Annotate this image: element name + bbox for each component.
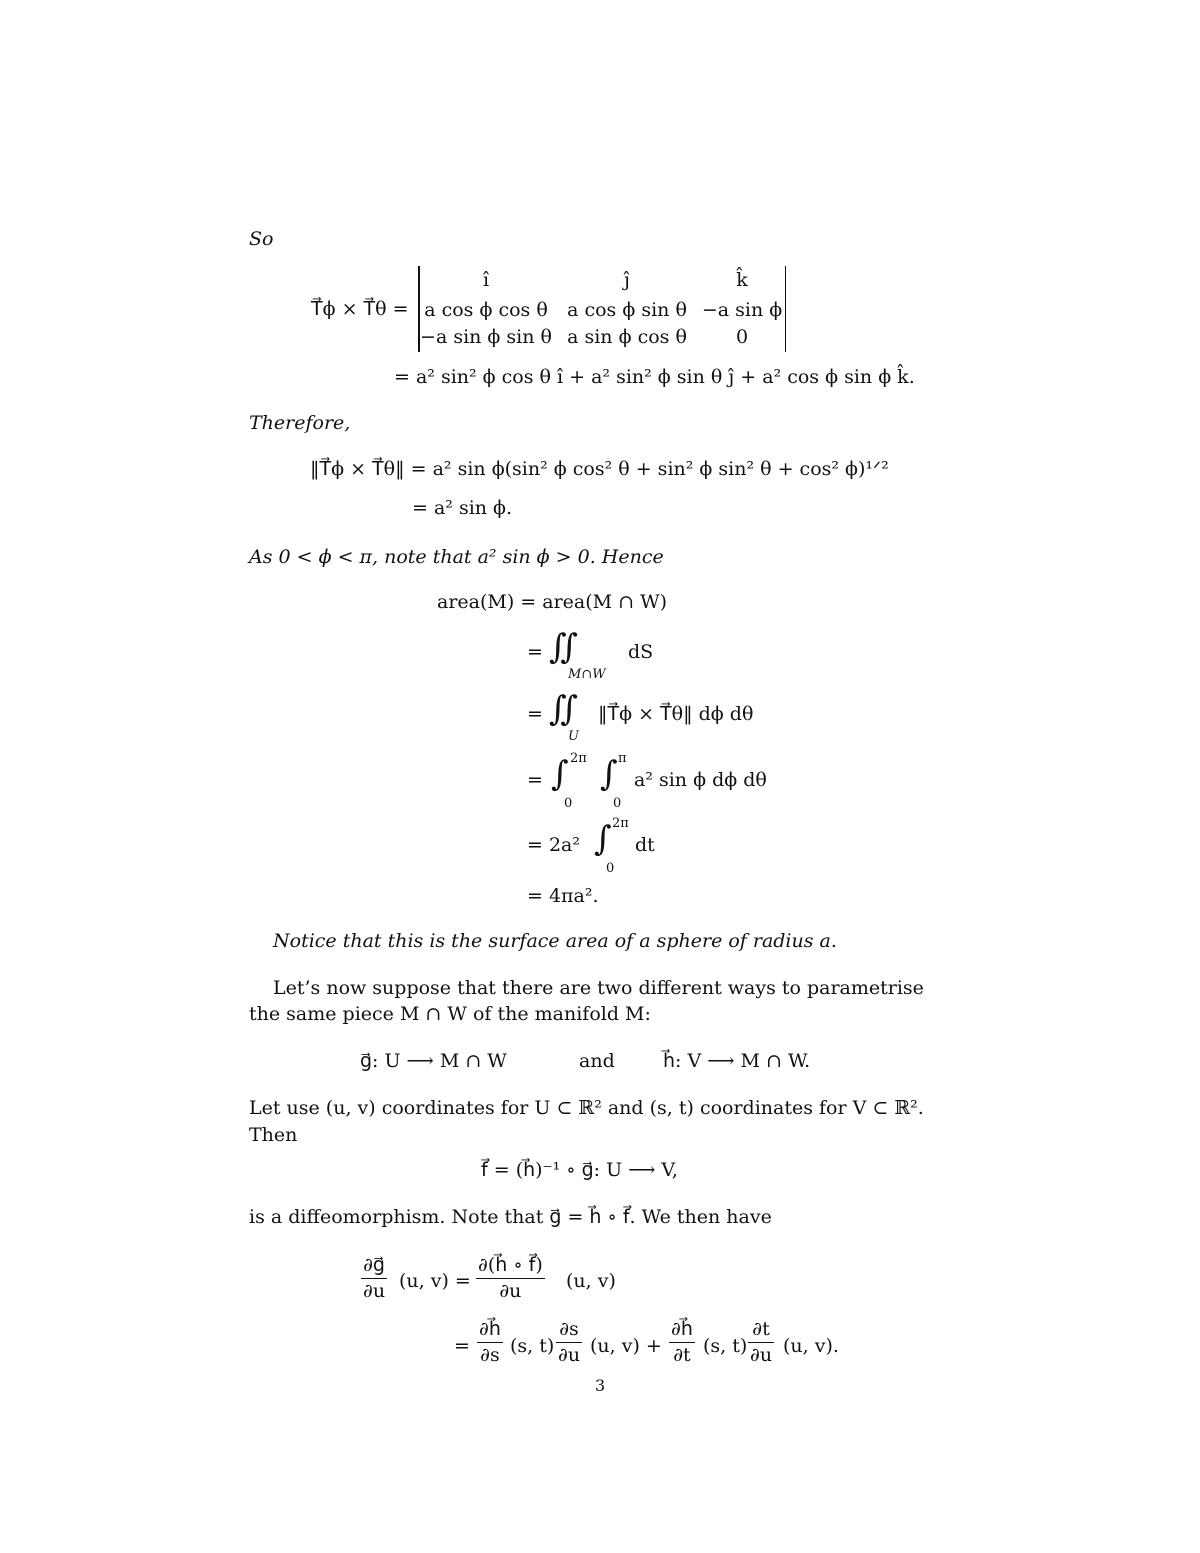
coords-line: Let use (u, v) coordinates for U ⊂ ℝ² and (s, t) coordinates for V ⊂ ℝ².	[249, 1097, 924, 1119]
param-h: h⃗: V ⟶ M ∩ W.	[663, 1050, 811, 1072]
fraction-dg-du	[361, 1256, 387, 1301]
fraction-dt-du-denominator: ∂u	[750, 1344, 773, 1366]
matrix-cell-2-1: a cos ϕ cos θ	[424, 299, 548, 321]
determinant-matrix	[418, 266, 786, 352]
area-line-2-eq: =	[527, 641, 543, 663]
as-hence-sentence: As 0 < ϕ < π, note that a² sin ϕ > 0. Hence	[249, 546, 664, 568]
area-line-2-integrand: dS	[628, 641, 654, 663]
area-line-3-subscript: U	[568, 729, 579, 744]
fraction-dhf-du-denominator: ∂u	[476, 1278, 545, 1301]
fraction-dh-ds-numerator: ∂h⃗	[479, 1318, 501, 1340]
area-line-4-integrand: a² sin ϕ dϕ dθ	[634, 769, 767, 791]
cross-product-lhs: T⃗ϕ × T⃗θ =	[311, 298, 409, 320]
fraction-ds-du-numerator: ∂s	[559, 1318, 579, 1340]
fraction-dh-ds-denominator: ∂s	[477, 1342, 503, 1365]
so-label: So	[249, 228, 274, 250]
matrix-cell-1-3: k̂	[736, 269, 748, 291]
area-line-5-lower: 0	[606, 861, 615, 876]
fraction-dg-du-numerator: ∂g⃗	[363, 1254, 385, 1276]
matrix-cell-2-2: a cos ϕ sin θ	[567, 299, 687, 321]
fraction-dh-ds	[477, 1320, 503, 1365]
area-line-3-integrand: ‖T⃗ϕ × T⃗θ‖ dϕ dθ	[598, 703, 754, 725]
deriv-line-2-args-d: (u, v).	[783, 1335, 839, 1357]
matrix-cell-1-1: î	[482, 269, 490, 291]
fraction-ds-du	[556, 1320, 582, 1365]
double-integral-sign-2: ∬	[549, 689, 578, 729]
norm-equation-line-2: = a² sin ϕ.	[412, 497, 513, 519]
deriv-line-2-args-a: (s, t)	[510, 1335, 555, 1357]
area-line-3-eq: =	[527, 703, 543, 725]
fraction-dhf-du-numerator: ∂(h⃗ ∘ f⃗)	[478, 1254, 543, 1276]
fraction-dg-du-denominator: ∂u	[363, 1280, 386, 1302]
paragraph-line-1: Let’s now suppose that there are two different ways to parametrise	[273, 977, 924, 999]
deriv-line-1-rargs: (u, v)	[566, 1270, 616, 1292]
fraction-dhf-du	[476, 1256, 545, 1301]
determinant-right-bar	[785, 266, 787, 352]
param-g: g⃗: U ⟶ M ∩ W	[360, 1050, 507, 1072]
area-line-2-subscript: M∩W	[568, 667, 606, 682]
matrix-cell-3-2: a sin ϕ cos θ	[567, 326, 687, 348]
integral-sign-outer: ∫	[551, 754, 569, 794]
fraction-dt-du	[748, 1320, 774, 1365]
fraction-ds-du-denominator: ∂u	[558, 1344, 581, 1366]
cross-product-result: = a² sin² ϕ cos θ î + a² sin² ϕ sin θ ĵ + a² cos ϕ sin ϕ k̂.	[394, 366, 915, 388]
therefore-label: Therefore,	[249, 412, 351, 434]
page-number: 3	[595, 1376, 606, 1395]
fraction-dh-dt-denominator: ∂t	[669, 1342, 695, 1365]
matrix-cell-3-3: 0	[735, 326, 749, 348]
area-line-1: area(M) = area(M ∩ W)	[437, 591, 668, 613]
area-line-4-eq: =	[527, 769, 543, 791]
deriv-line-2-args-c: (s, t)	[703, 1335, 748, 1357]
area-line-6: = 4πa².	[527, 885, 599, 907]
integral-sign-inner: ∫	[600, 754, 618, 794]
area-line-4-lower-inner: 0	[613, 796, 622, 811]
deriv-line-2-eq: =	[454, 1335, 470, 1357]
f-definition: f⃗ = (h⃗)⁻¹ ∘ g⃗: U ⟶ V,	[481, 1159, 678, 1181]
paragraph-line-2: the same piece M ∩ W of the manifold M:	[249, 1003, 651, 1025]
integral-sign-single: ∫	[594, 819, 612, 859]
area-line-5-integrand: dt	[635, 834, 655, 856]
matrix-cell-3-1: −a sin ϕ sin θ	[420, 326, 552, 348]
deriv-line-2-args-b: (u, v) +	[590, 1335, 662, 1357]
area-line-5-eq: = 2a²	[527, 834, 580, 856]
area-line-4-upper-outer: 2π	[570, 751, 587, 766]
fraction-dh-dt-numerator: ∂h⃗	[671, 1318, 693, 1340]
diffeomorphism-line: is a diffeomorphism. Note that g⃗ = h⃗ ∘ f⃗. We then have	[249, 1206, 772, 1228]
param-and: and	[579, 1050, 615, 1072]
norm-equation-line-1: ‖T⃗ϕ × T⃗θ‖ = a² sin ϕ(sin² ϕ cos² θ + sin² ϕ sin² θ + cos² ϕ)¹ᐟ²	[310, 458, 889, 480]
area-line-5-upper: 2π	[612, 816, 629, 831]
area-line-4-upper-inner: π	[618, 751, 627, 766]
notice-sentence: Notice that this is the surface area of a sphere of radius a.	[273, 930, 837, 952]
double-integral-sign: ∬	[549, 627, 578, 667]
fraction-dh-dt	[669, 1320, 695, 1365]
deriv-line-1-args: (u, v) =	[399, 1270, 471, 1292]
then-label: Then	[249, 1124, 298, 1146]
area-line-4-lower-outer: 0	[564, 796, 573, 811]
matrix-cell-1-2: ĵ	[624, 269, 630, 291]
matrix-cell-2-3: −a sin ϕ	[701, 299, 783, 321]
fraction-dt-du-numerator: ∂t	[752, 1318, 770, 1340]
